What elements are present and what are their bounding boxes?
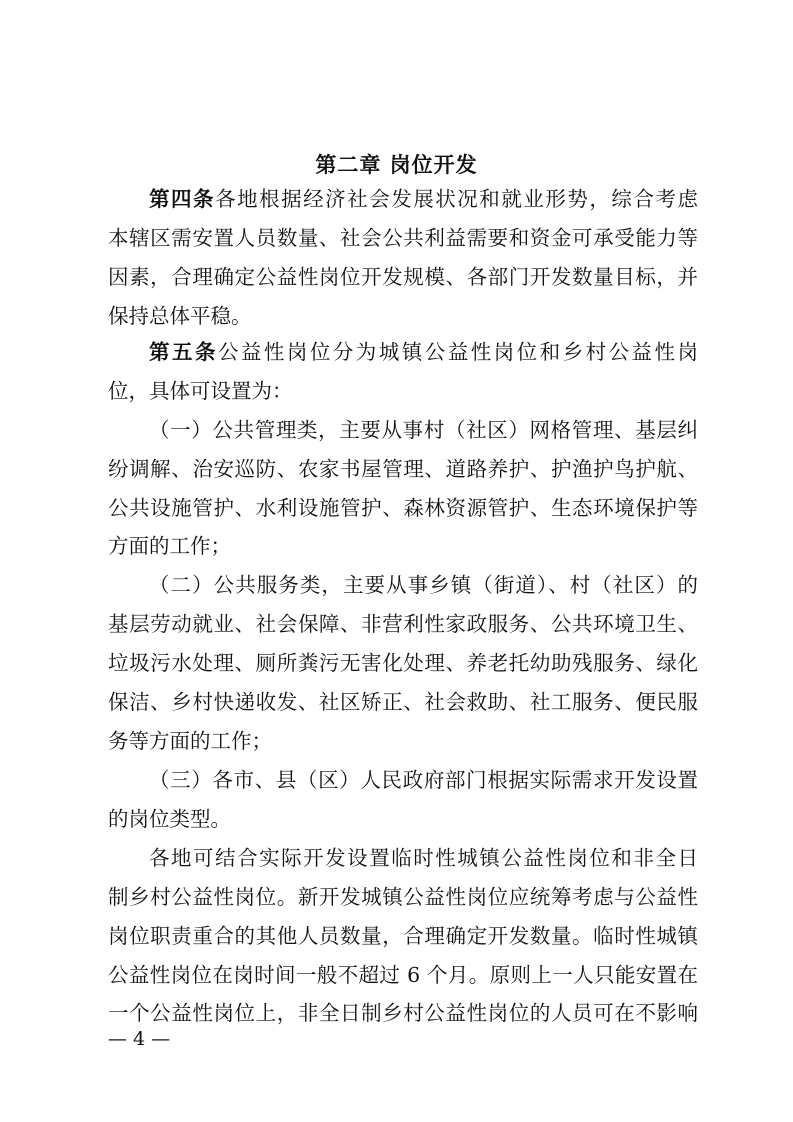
article4-line-2: 本辖区需安置人员数量、社会公共利益需要和资金可承受能力等 <box>108 226 698 250</box>
item2-line-3: 垃圾污水处理、厕所粪污无害化处理、养老托幼助残服务、绿化 <box>108 651 698 675</box>
para-final-line-4: 公益性岗位在岗时间一般不超过 6 个月。原则上一人只能安置在 <box>108 963 698 987</box>
article4-label: 第四条 <box>149 187 216 211</box>
para-final-line-1: 各地可结合实际开发设置临时性城镇公益性岗位和非全日 <box>149 846 698 870</box>
para-final-line-3: 岗位职责重合的其他人员数量，合理确定开发数量。临时性城镇 <box>108 924 698 948</box>
item1-line-4: 方面的工作； <box>108 534 231 558</box>
para-final-line-2: 制乡村公益性岗位。新开发城镇公益性岗位应统筹考虑与公益性 <box>108 885 698 909</box>
item1-line-1: （一）公共管理类，主要从事村（社区）网格管理、基层纠 <box>149 418 698 442</box>
item2-line-2: 基层劳动就业、社会保障、非营利性家政服务、公共环境卫生、 <box>108 612 698 636</box>
item3-line-2: 的岗位类型。 <box>108 807 231 831</box>
item1-line-3: 公共设施管护、水利设施管护、森林资源管护、生态环境保护等 <box>108 496 698 520</box>
item2-line-4: 保洁、乡村快递收发、社区矫正、社会救助、社工服务、便民服 <box>108 690 698 714</box>
item1-line-2: 纷调解、治安巡防、农家书屋管理、道路养护、护渔护鸟护航、 <box>108 457 698 481</box>
article4-line-3: 因素，合理确定公益性岗位开发规模、各部门开发数量目标，并 <box>108 265 698 289</box>
para-final-line-5: 一个公益性岗位上，非全日制乡村公益性岗位的人员可在不影响 <box>108 1001 698 1025</box>
item2-line-1: （二）公共服务类，主要从事乡镇（街道）、村（社区）的 <box>149 573 698 597</box>
item3-line-1: （三）各市、县（区）人民政府部门根据实际需求开发设置 <box>149 768 698 792</box>
article4-line-1: 第四条各地根据经济社会发展状况和就业形势，综合考虑 <box>149 187 698 211</box>
article4-line-4: 保持总体平稳。 <box>108 304 252 328</box>
article5-line-2: 位，具体可设置为： <box>108 379 293 403</box>
article5-label: 第五条 <box>149 340 218 364</box>
page-number: — 4 — <box>108 1028 171 1050</box>
chapter-title: 第二章 岗位开发 <box>315 153 478 177</box>
article5-line-1: 第五条公益性岗位分为城镇公益性岗位和乡村公益性岗 <box>149 340 699 364</box>
item2-line-5: 务等方面的工作； <box>108 729 272 753</box>
